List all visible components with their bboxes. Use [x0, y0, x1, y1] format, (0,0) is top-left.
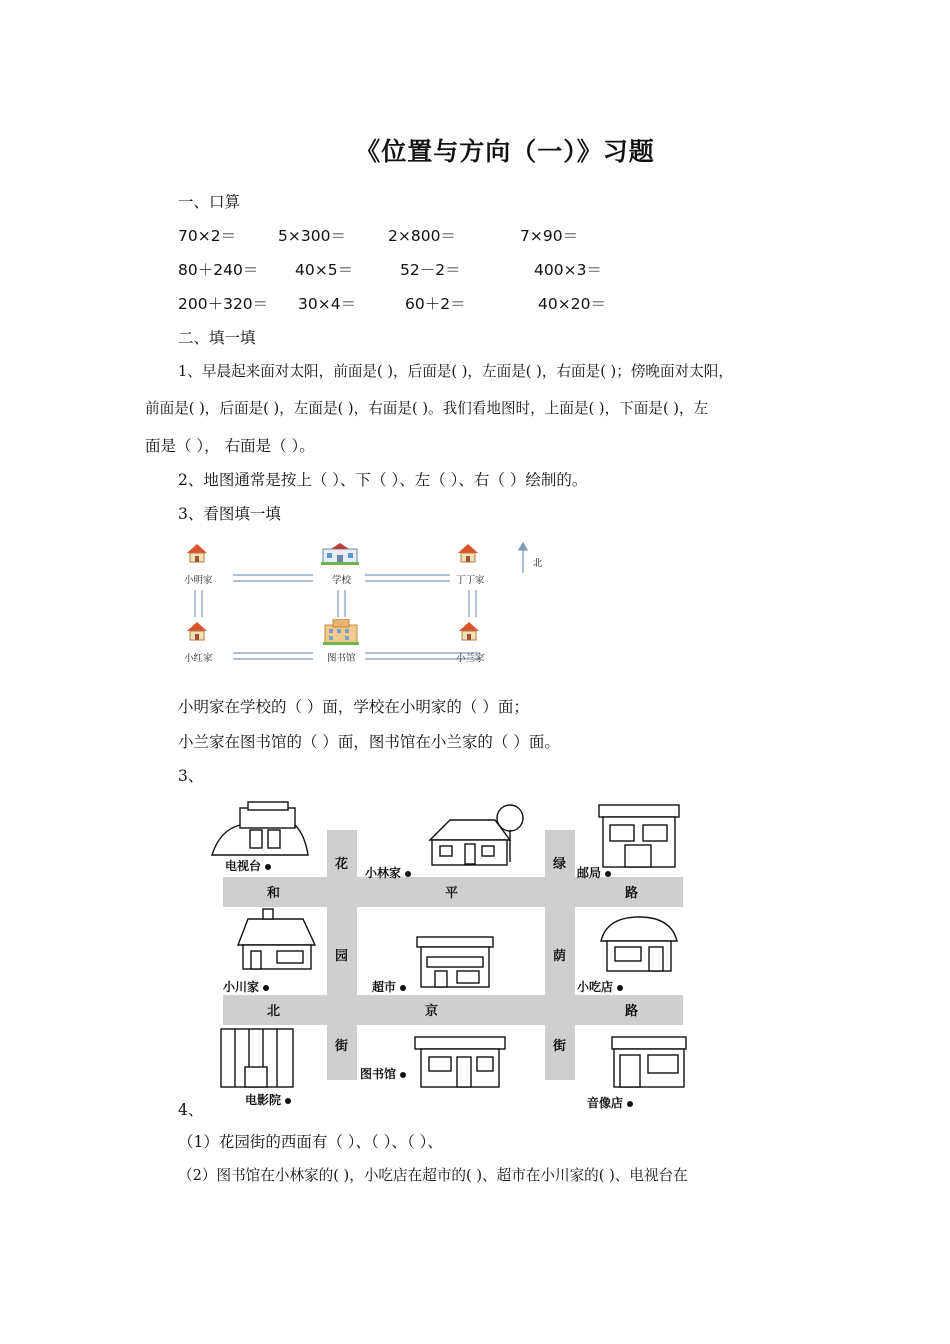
music-store-icon	[610, 1035, 688, 1090]
question-4: 4、	[178, 1101, 204, 1119]
snack-shop-icon	[597, 913, 682, 973]
road-char: 路	[625, 1004, 639, 1019]
label-post-text: 邮局	[577, 866, 602, 880]
location-dot	[400, 1072, 406, 1078]
road-char: 街	[335, 1039, 349, 1054]
label-snack-text: 小吃店	[577, 980, 614, 994]
question-3-line-1: 小明家在学校的（ ）面，学校在小明家的（ ）面；	[178, 698, 529, 716]
question-1-line-1: 1、早晨起来面对太阳，前面是( )，后面是( )，左面是( )，右面是( )；傍晚面对太阳，	[178, 363, 733, 380]
label-xiaochuan-text: 小川家	[223, 980, 260, 994]
tv-station-icon	[210, 800, 310, 858]
math-item: 200＋320＝	[178, 295, 269, 313]
location-dot	[627, 1101, 633, 1107]
xiaolin-home-icon	[420, 800, 525, 868]
label-library-2	[360, 1065, 406, 1082]
math-item: 30×4＝	[298, 295, 357, 313]
question-1-line-3: 面是（ ）， 右面是（ ）。	[145, 437, 315, 455]
label-lib-text: 图书馆	[360, 1067, 397, 1081]
road-char: 和	[267, 886, 281, 901]
math-item: 80＋240＝	[178, 261, 259, 279]
house-icon	[186, 543, 208, 563]
math-item: 5×300＝	[278, 227, 346, 245]
road-char: 花	[335, 857, 349, 872]
road-char: 绿	[553, 857, 567, 872]
label-dingding-home: 丁丁家	[456, 575, 485, 586]
road-char: 荫	[553, 949, 567, 964]
location-dot	[285, 1098, 291, 1104]
label-tv-station-text: 电视台	[225, 859, 262, 873]
label-supermarket	[372, 978, 406, 995]
section-heading-mental-math: 一、口算	[178, 193, 241, 211]
house-icon	[458, 621, 480, 641]
label-cinema-text: 电影院	[245, 1093, 282, 1107]
label-xiaolan-home: 小兰家	[456, 653, 485, 664]
question-3: 3、看图填一填	[178, 505, 281, 523]
question-3-line-2: 小兰家在图书馆的（ ）面，图书馆在小兰家的（ ）面。	[178, 733, 560, 751]
question-3b: 3、	[178, 767, 204, 785]
road-beijing	[223, 995, 683, 1025]
road-char: 北	[267, 1004, 281, 1019]
library-icon	[323, 619, 359, 645]
math-item: 7×90＝	[520, 227, 579, 245]
neighborhood-map-small	[175, 535, 555, 670]
location-dot	[617, 985, 623, 991]
label-xiaohong-home: 小红家	[184, 653, 213, 664]
label-music-store	[587, 1094, 633, 1111]
road-char: 平	[445, 886, 459, 901]
label-music-text: 音像店	[587, 1096, 624, 1110]
cinema-icon	[215, 1027, 300, 1089]
location-dot	[405, 871, 411, 877]
supermarket-icon	[413, 935, 498, 990]
question-2: 2、地图通常是按上（ ）、下（ ）、左（ ）、右（ ）绘制的。	[178, 471, 588, 489]
house-icon	[457, 543, 479, 563]
road-char: 园	[335, 949, 349, 964]
house-icon	[186, 621, 208, 641]
math-item: 60＋2＝	[405, 295, 466, 313]
label-post-office	[577, 864, 611, 881]
label-cinema	[245, 1091, 291, 1108]
road-char: 街	[553, 1039, 567, 1054]
location-dot	[265, 864, 271, 870]
label-school: 学校	[332, 575, 352, 586]
street-map	[205, 795, 695, 1115]
math-item: 70×2＝	[178, 227, 237, 245]
question-4-2: （2）图书馆在小林家的( )，小吃店在超市的( )、超市在小川家的( )、电视台在	[178, 1167, 688, 1184]
xiaochuan-home-icon	[233, 907, 318, 972]
label-snack-shop	[577, 978, 623, 995]
location-dot	[263, 985, 269, 991]
label-supermarket-text: 超市	[372, 980, 397, 994]
library-building-icon	[413, 1035, 508, 1090]
location-dot	[605, 871, 611, 877]
road-char: 路	[625, 886, 639, 901]
north-arrow	[519, 543, 527, 573]
question-4-1: （1）花园街的西面有（ ）、（ ）、（ ）、	[178, 1133, 443, 1151]
math-item: 40×5＝	[295, 261, 354, 279]
math-item: 2×800＝	[388, 227, 456, 245]
school-icon	[321, 543, 359, 565]
post-office-icon	[595, 803, 683, 869]
label-xiaolin-text: 小林家	[365, 866, 402, 880]
page-title: 《位置与方向（一）》习题	[355, 137, 655, 166]
label-tv-station	[225, 857, 271, 874]
road-char: 京	[425, 1004, 439, 1019]
section-heading-fill: 二、填一填	[178, 329, 256, 347]
label-xiaolin-home	[365, 864, 411, 881]
label-xiaochuan-home	[223, 978, 269, 995]
label-library: 图书馆	[327, 653, 356, 664]
math-item: 52－2＝	[400, 261, 461, 279]
math-item: 40×20＝	[538, 295, 606, 313]
location-dot	[400, 985, 406, 991]
label-north: 北	[533, 558, 543, 569]
question-1-line-2: 前面是( )，后面是( )，左面是( )，右面是( )。我们看地图时，上面是( )，下面是( )，左	[145, 400, 709, 417]
map-small-lines	[175, 535, 555, 670]
math-item: 400×3＝	[534, 261, 602, 279]
label-xiaoming-home: 小明家	[184, 575, 213, 586]
